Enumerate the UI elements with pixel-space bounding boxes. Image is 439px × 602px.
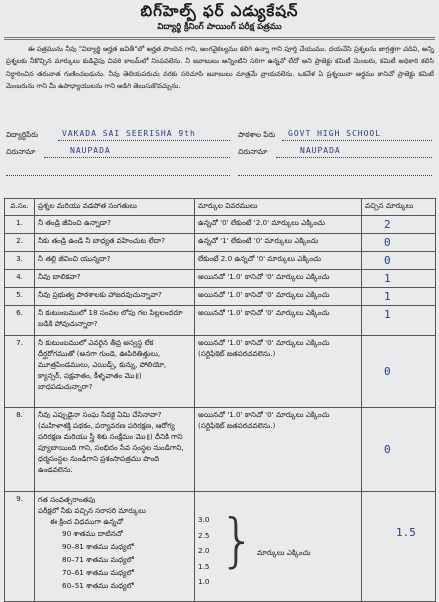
table-row	[5, 288, 436, 306]
screening-questions-table	[4, 198, 436, 602]
row-score[interactable]: 2	[362, 216, 436, 234]
percent-range: 70–61 శాతము మధ్యలో	[62, 568, 134, 577]
row-number: 3.	[5, 252, 35, 270]
table-row	[5, 336, 436, 408]
row-score[interactable]: 0	[362, 408, 436, 492]
school-address-label: చిరునామా	[238, 147, 268, 156]
school-address-line	[276, 157, 432, 158]
table-row	[5, 252, 436, 270]
school-address-value[interactable]: NAUPADA	[300, 146, 341, 155]
header-question: ప్రశ్నల మరియు వడపోత సంగతులు	[35, 199, 195, 216]
address-extra-line	[6, 175, 230, 176]
row-score[interactable]: 1	[362, 306, 436, 336]
row-number: 5.	[5, 288, 35, 306]
header-marks-obtained: వచ్చిన మార్కులు	[362, 199, 436, 216]
row-score[interactable]: 1.5	[362, 492, 436, 602]
row-number: 1.	[5, 216, 35, 234]
header-divider-2	[4, 39, 435, 40]
row-marks-detail: ఉన్నచో '1' లేకుంటే '0' మార్కులు ఎక్కించు	[195, 234, 362, 252]
row-marks-detail: ఉన్నచో '0' లేకుంటే '2.0' మార్కులు ఎక్కించు	[195, 216, 362, 234]
row-marks-detail: అయినచో '1.0' కానిచో '0' మార్కులు ఎక్కించు	[195, 288, 362, 306]
row-number: 9.	[5, 492, 35, 602]
address-line	[44, 157, 230, 158]
mark-value: 1.5	[198, 561, 210, 571]
table-row	[5, 216, 436, 234]
percent-range: 90–81 శాతము మధ్యలో	[62, 542, 134, 551]
form-subtitle: విద్యార్థి క్రీనింగ్ పాయింగ్ పరీక్ష పత్రము	[157, 22, 282, 32]
row-score[interactable]: 0	[362, 336, 436, 408]
row-question: నీవు ఎప్పుడైనా సంఘ సేవకై ఏమి చేసినావా? (మహిళాశక్తి పథకం, పర్యావరణ పరిరక్షణ, ఆరోగ్య పరిరక్షణ మరియు స్త్రీ శిశు సంక్షేమం మొ॥) దీనికి గాని ప్యూబాయింది గాని, సంభిదం సేవ సంస్థల నుండిగాని, ధర్మసంస్థల నుండిగాని ప్రశంసాపత్రము పొంది ఉండవలెను.	[35, 408, 195, 492]
row-question: నీ కుటుంబములో 18 సంవల లోపు గల పిల్లలందరూ బడికి పోవుచున్నారా?	[35, 306, 195, 336]
school-address-extra-line	[238, 175, 432, 176]
student-name-value[interactable]: VAKADA SAI SEERISHA 9th	[62, 129, 196, 138]
mark-value: 2.0	[198, 546, 210, 555]
mark-value: 1.0	[198, 577, 210, 586]
table-row	[5, 408, 436, 492]
row-score[interactable]: 1	[362, 270, 436, 288]
header-divider	[4, 37, 435, 38]
student-name-line	[58, 140, 230, 141]
row-question: నీ కుటుంబములో ఎవరైన తీవ్ర అస్వస్థ లేక దీర్ఘరోగముతో (అనగా గుండె, ఊపిరితిత్తులు, మూత్రపిండములు, ఎయిడ్స్, కున్ను, పోలియో, క్యాన్సర్, పక్షవాతం, కీళ్ళవాతం మొ॥) బాధపడుచున్నారా?	[35, 336, 195, 408]
row-number: 8.	[5, 408, 35, 492]
address-label: చిరునామా	[6, 147, 36, 156]
address-value[interactable]: NAUPADA	[70, 146, 111, 155]
row-question: నీ తల్లి జీవించి యున్నదా?	[35, 252, 195, 270]
table-header-row	[5, 199, 436, 216]
curly-brace: }	[219, 506, 256, 574]
row-marks-detail: అయినచో '1.0' కానిచో '0' మార్కులు ఎక్కించు	[195, 270, 362, 288]
avg-line: ఈ క్రింద విధముగా ఉన్నచో	[50, 517, 124, 526]
table-row	[5, 234, 436, 252]
percent-range: 90 శాతము దాటినచో	[62, 529, 123, 538]
row-marks-detail: అయినచో '1.0' కానిచో '0' మార్కులు ఎక్కించు	[195, 306, 362, 336]
school-name-value[interactable]: GOVT HIGH SCHOOL	[288, 129, 382, 138]
school-name-label: పాఠశాల పేరు	[238, 130, 276, 139]
row-marks-detail: అయినచో '1.0' కానిచో '0' మార్కులు ఎక్కించు (సర్టిఫికెట్ జతపరచవలెను.)	[195, 408, 362, 492]
header-marks-details: మార్కుల వివరములు	[195, 199, 362, 216]
row-number: 2.	[5, 234, 35, 252]
row-score[interactable]: 0	[362, 252, 436, 270]
percent-range: 60–51 శాతము మధ్యలో	[62, 581, 134, 590]
row-marks-detail	[195, 492, 362, 602]
student-name-label: విద్యార్థిపేరు	[6, 130, 38, 139]
table-row	[5, 270, 436, 288]
table-row-average-marks	[5, 492, 436, 602]
row-score[interactable]: 1	[362, 288, 436, 306]
avg-line: గత సంవత్సరాంతపు	[38, 495, 96, 504]
row-question: నీవు ప్రభుత్వ పాఠశాలకు హాజరవుచున్నావా?	[35, 288, 195, 306]
row-marks-detail: అయినచో '1.0' కానిచో '0' మార్కులు ఎక్కించు (సర్టిఫికెట్ జతపరచవలెను.)	[195, 336, 362, 408]
row-question: నీకు తండ్రి ఉండి నీ బాధ్యత వహించుట లేదా?	[35, 234, 195, 252]
row-number: 7.	[5, 336, 35, 408]
avg-line: పరీక్షలో నీకు వచ్చిన సరాసరి మార్కులు	[38, 506, 146, 515]
marks-label: మార్కులు ఎక్కించు	[257, 548, 311, 557]
instructions-paragraph: ఈ పత్రమును నీవు "విద్యార్థి అర్హత జవితీ"లో అర్హత పొందిన గాని, అంగవైకల్యము కలిగి ఉన్నా గాని పూర్తి చేయుము. దయచేసి ప్రశ్నలను జాగ్రత్తగా చదివి, అన్ని ప్రశ్నలకు నీకొచ్చిన మార్కులు కుడివైపు చివరి కాలమ్‌లో నింపవలెను. నీ జవాబులు అన్నింటిని సరిగా ఉన్నవో లేదో అని ప్రాజెక్టు కమిటీ మెంబరు, కమిటీ అధికారి కలిసి నిర్ధారించిన తరువాత గుణించబడును. నీవు తెలియపరుచు వరకు సరిచూసి జవాబులు మాత్రమే వ్రాయవలెను. ఒకవేళ ఏ ప్రశ్నయినా అర్థము కానిచో ప్రాజెక్టు కమిటీ మెంబరును గాని మీ ఉపాధ్యాయులను గాని అడిగి తెలుసుకొవచ్చును.	[6, 45, 434, 91]
table-row	[5, 306, 436, 336]
row-question: నీ తండ్రి జీవించి ఉన్నాడా?	[35, 216, 195, 234]
row-question: నీవు బాలికవా?	[35, 270, 195, 288]
mark-value: 3.0	[198, 515, 210, 524]
mark-value: 2.5	[198, 530, 210, 540]
row-marks-detail: లేకుంటే 2.0 ఉన్నచో '0' మార్కులు ఎక్కించు	[195, 252, 362, 270]
row-score[interactable]: 0	[362, 234, 436, 252]
row-number: 4.	[5, 270, 35, 288]
percent-range: 80–71 శాతము మధ్యలో	[62, 555, 134, 564]
header-serial: వ.సం.	[5, 199, 35, 216]
row-number: 6.	[5, 306, 35, 336]
form-title: బిగ్‌హెల్ప్ ఫర్ ఎడ్యుకేషన్	[140, 2, 299, 20]
row-question	[35, 492, 195, 602]
school-name-line	[282, 140, 432, 141]
